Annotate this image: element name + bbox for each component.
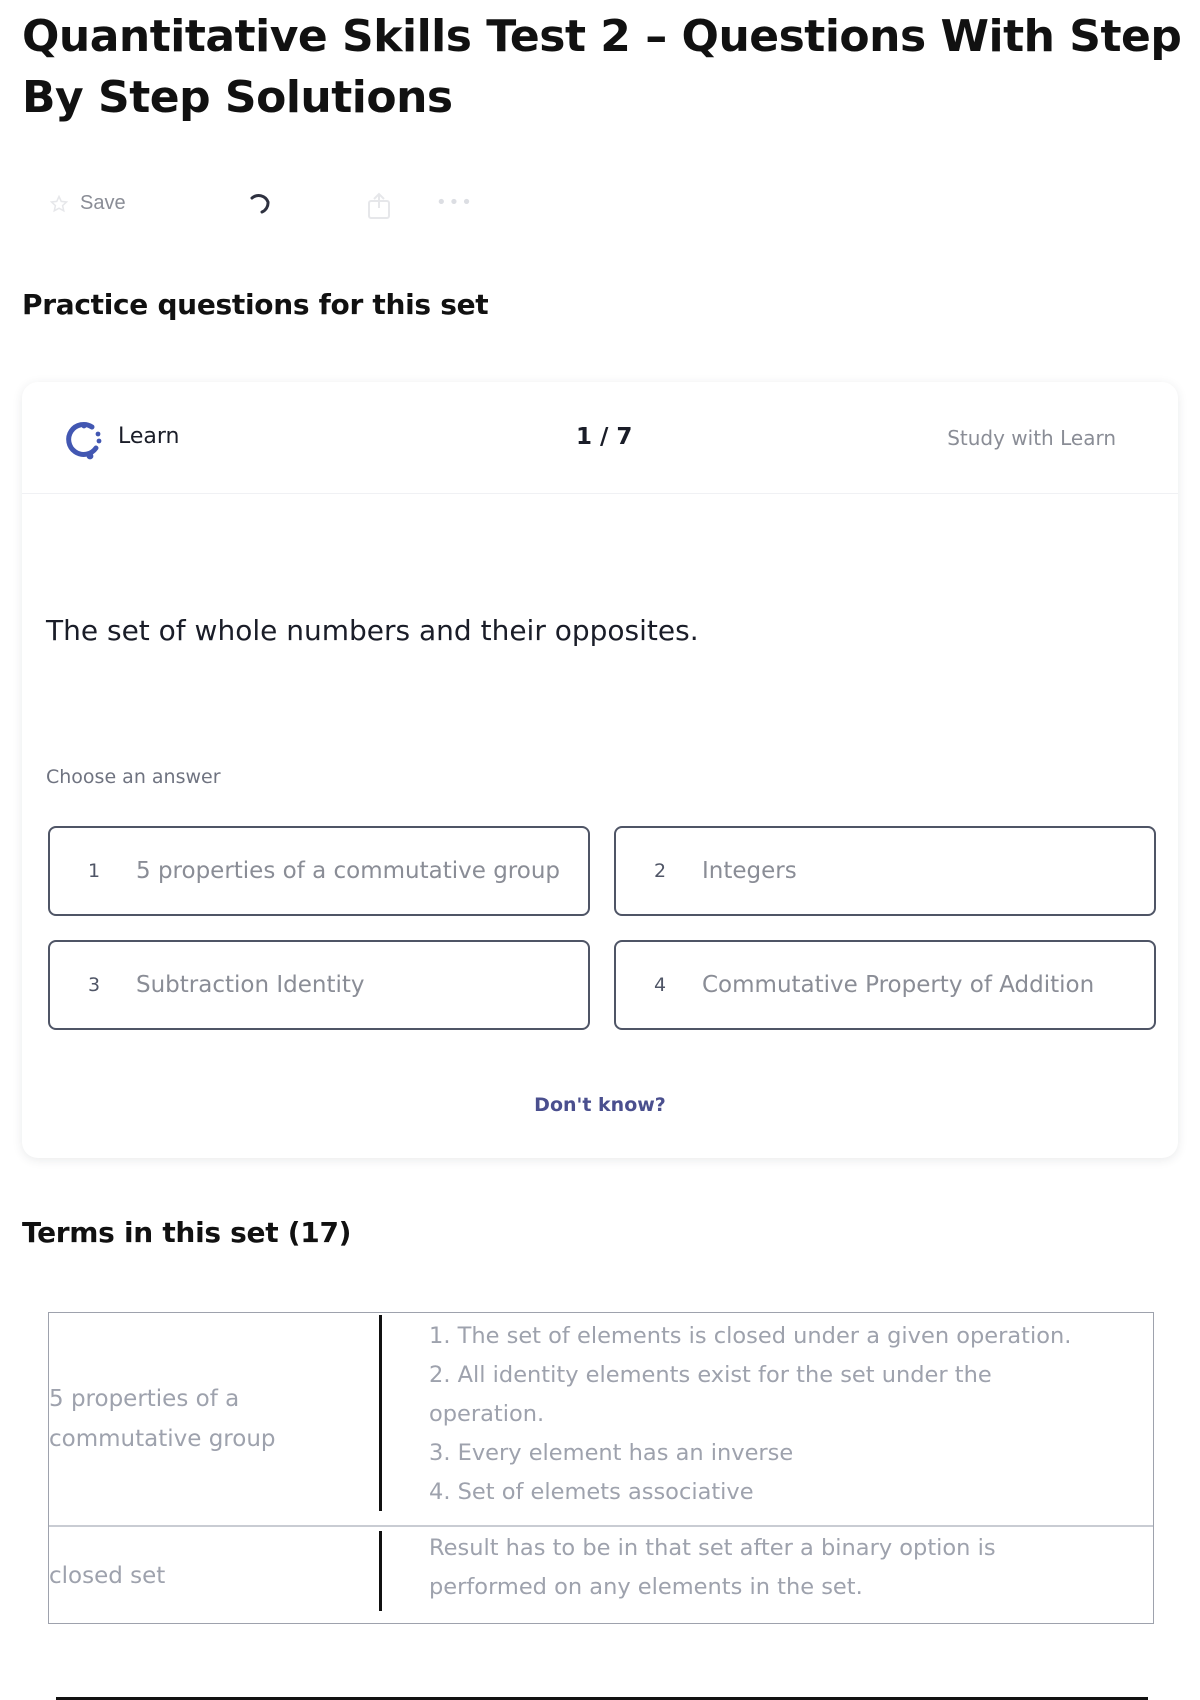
share-icon[interactable] [366, 192, 392, 220]
answer-text: Commutative Property of Addition [702, 972, 1095, 998]
term-definition [429, 1529, 1113, 1607]
terms-heading: Terms in this set (17) [22, 1216, 352, 1249]
answer-option-3[interactable] [48, 940, 590, 1030]
answer-number: 4 [654, 974, 667, 996]
answer-text: Subtraction Identity [136, 972, 365, 998]
answer-number: 3 [88, 974, 101, 996]
save-button[interactable] [50, 192, 126, 215]
term-definition [429, 1317, 1113, 1512]
term-word: closed set [49, 1563, 166, 1589]
progress-count: 1 / 7 [576, 424, 633, 450]
choose-answer-label: Choose an answer [46, 766, 221, 788]
terms-table [48, 1312, 1154, 1624]
answer-option-4[interactable] [614, 940, 1156, 1030]
learn-label: Learn [118, 424, 180, 449]
table-row [49, 1313, 1153, 1527]
term-divider [379, 1531, 382, 1611]
answer-text: 5 properties of a commutative group [136, 858, 561, 884]
term-definition-text: Result has to be in that set after a binary option is performed on any elements in the set. [429, 1535, 996, 1600]
table-row [49, 1529, 1153, 1623]
set-toolbar [50, 186, 550, 226]
save-label: Save [80, 192, 126, 214]
answer-option-1[interactable] [48, 826, 590, 916]
loading-spinner-icon [246, 190, 274, 218]
study-with-learn-link[interactable]: Study with Learn [947, 426, 1116, 450]
answer-text: Integers [702, 858, 797, 884]
answer-number: 2 [654, 860, 667, 882]
star-icon [50, 195, 68, 213]
answer-number: 1 [88, 860, 101, 882]
dont-know-link [22, 1094, 1178, 1116]
term-definition-text: 1. The set of elements is closed under a given operation. 2. All identity elements exist for the set under the operation. 3. Every element has an inverse 4. Set of elemets associative [429, 1323, 1072, 1505]
practice-heading: Practice questions for this set [22, 288, 489, 321]
term-divider [379, 1315, 382, 1511]
more-icon[interactable]: ••• [436, 192, 474, 213]
learn-icon [60, 418, 104, 462]
learn-bar [22, 382, 1178, 494]
dont-know-label[interactable]: Don't know? [534, 1094, 666, 1116]
term-word: 5 properties of a commutative group [49, 1386, 276, 1452]
practice-card [22, 382, 1178, 1158]
question-text: The set of whole numbers and their opposites. [46, 614, 699, 647]
answer-option-2[interactable] [614, 826, 1156, 916]
page-title: Quantitative Skills Test 2 – Questions With Step By Step Solutions [22, 11, 1182, 123]
